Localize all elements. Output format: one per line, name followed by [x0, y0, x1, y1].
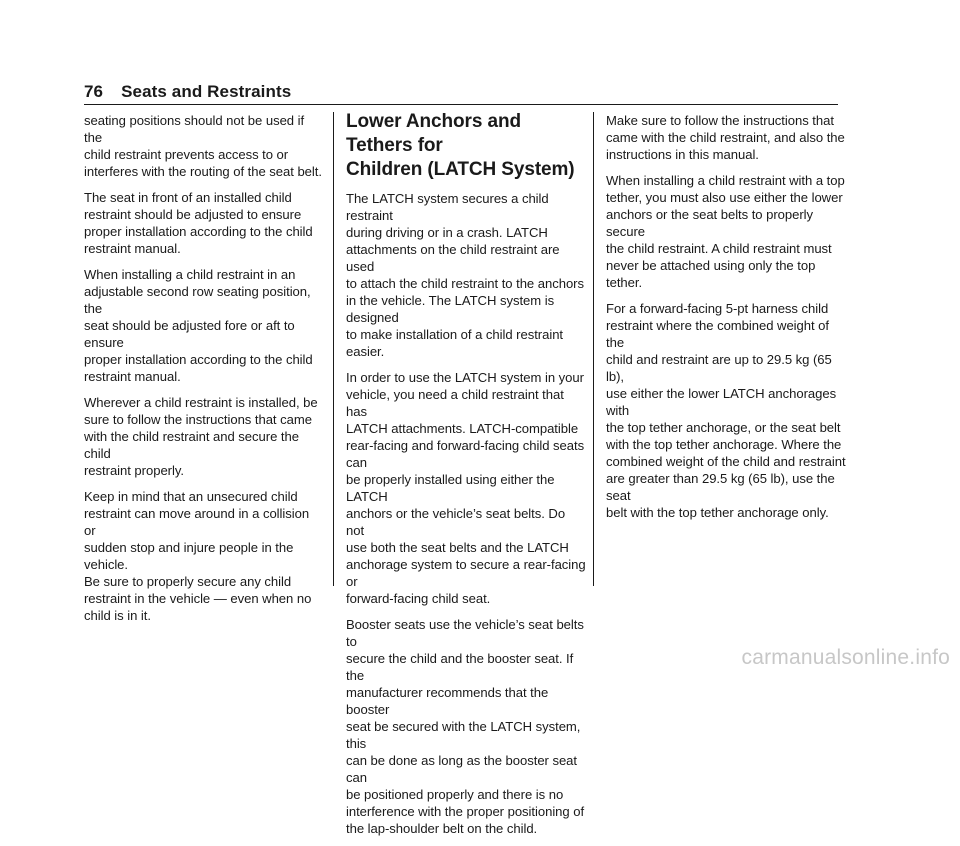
paragraph: For a forward-facing 5-pt harness child restraint where the combined weight of the child and restraint are up to 29.5 kg (65 lb), use either the lower LATCH anchorages with the top tether anchorage, or the seat belt with the top tether anchorage. Where the combined weight of the child and restraint are greater than 29.5 kg (65 lb), use the seat belt with the top tether anchorage only. — [606, 301, 846, 520]
paragraph: In order to use the LATCH system in your vehicle, you need a child restraint that has LATCH attachments. LATCH-compatible rear-facing and forward-facing child seats can be properly installed using either the LATCH anchors or the vehicle’s seat belts. Do not use both the seat belts and the LATCH anchorage system to secure a rear-facing or forward-facing child seat. — [346, 370, 586, 606]
paragraph: When installing a child restraint with a top tether, you must also use either the lower anchors or the seat belts to properly secure the child restraint. A child restraint must never be attached using only the top tether. — [606, 173, 845, 290]
section-heading: Lower Anchors and Tethers for Children (LATCH System) — [346, 111, 575, 180]
watermark-link[interactable]: carmanualsonline.info — [741, 646, 950, 669]
paragraph: Wherever a child restraint is installed, be sure to follow the instructions that came with the child restraint and secure the child restraint properly. — [84, 395, 318, 478]
paragraph: The seat in front of an installed child restraint should be adjusted to ensure proper installation according to the child restraint manual. — [84, 190, 313, 256]
paragraph: Booster seats use the vehicle’s seat belts to secure the child and the booster seat. If the manufacturer recommends that the booster seat be secured with the LATCH system, this can be done as long as the booster seat can be positioned properly and there is no interference with the proper positioning of the lap-shoulder belt on the child. — [346, 617, 585, 836]
paragraph: The LATCH system secures a child restraint during driving or in a crash. LATCH attachments on the child restraint are used to attach the child restraint to the anchors in the vehicle. The LATCH system is designed to make installation of a child restraint easier. — [346, 191, 584, 359]
column-divider — [333, 112, 334, 586]
section-title: Seats and Restraints — [121, 82, 292, 101]
header-divider — [84, 104, 838, 105]
paragraph: Make sure to follow the instructions that came with the child restraint, and also the instructions in this manual. — [606, 113, 845, 162]
paragraph: seating positions should not be used if the child restraint prevents access to or interferes with the routing of the seat belt. — [84, 113, 322, 179]
text-column-1 — [84, 112, 324, 633]
text-column-2 — [346, 110, 586, 846]
paragraph: Keep in mind that an unsecured child restraint can move around in a collision or sudden stop and injure people in the vehicle. Be sure to properly secure any child restraint in the vehicle — even when no child is in it. — [84, 489, 312, 623]
column-divider — [593, 112, 594, 586]
text-column-3 — [606, 112, 846, 530]
page-number: 76 — [84, 82, 104, 101]
page-header — [84, 82, 838, 102]
paragraph: When installing a child restraint in an adjustable second row seating position, the seat should be adjusted fore or aft to ensure proper installation according to the child restraint manual. — [84, 267, 313, 384]
